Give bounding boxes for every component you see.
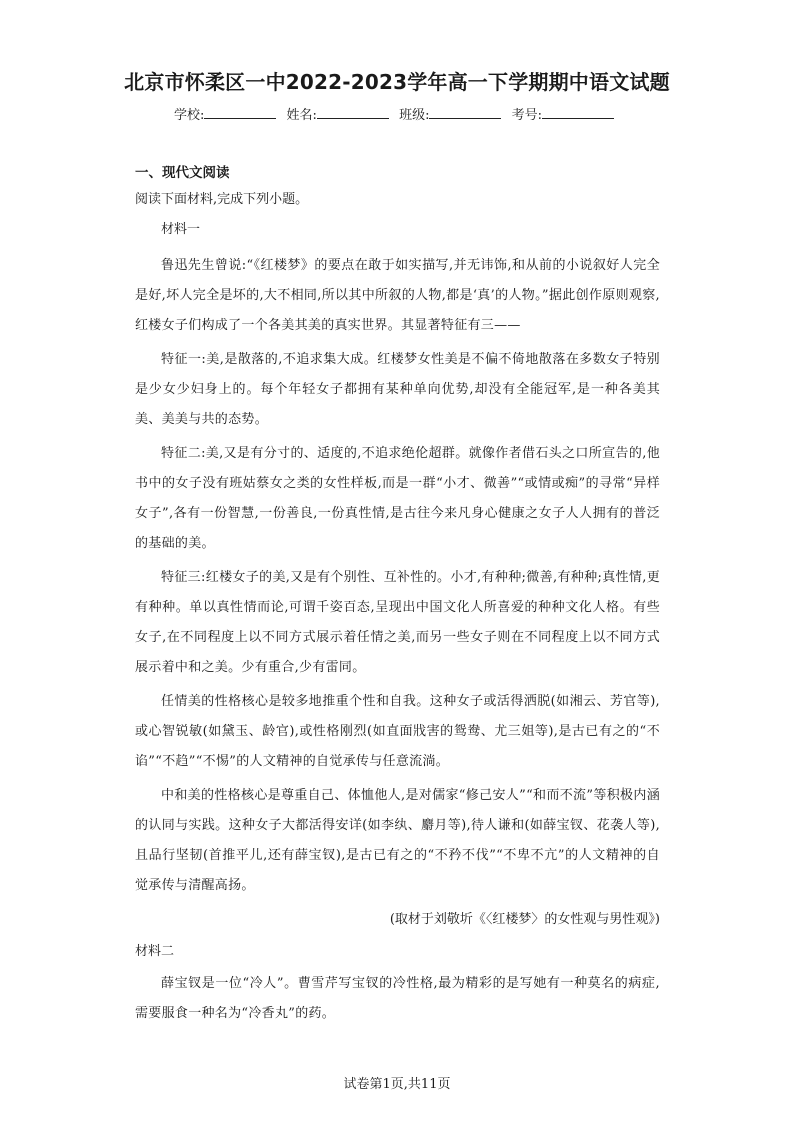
material-1-paragraph: 中和美的性格核心是尊重自己、体恤他人,是对儒家“修己安人”“和而不流”等积极内涵的认同与实践。这种女子大都活得安详(如李纨、麝月等),待人谦和(如薛宝钗、花袭人等),且品行坚韧(首推平儿,还有薛宝钗),是古已有之的“不矜不伐”“不卑不亢”的人文精神的自觉承传与清醒高扬。 [135, 788, 660, 893]
class-blank [429, 106, 501, 119]
material-1-paragraph: 任情美的性格核心是较多地推重个性和自我。这种女子或活得洒脱(如湘云、芳官等),或心智锐敏(如黛玉、龄官),或性格刚烈(如直面戕害的鸳鸯、尤三姐等),是古已有之的“不谄”“不趋”“不惕”的人文精神的自觉承传与任意流淌。 [135, 694, 660, 769]
material-1-paragraph: 特征二:美,又是有分寸的、适度的,不追求绝伦超群。就像作者借石头之口所宣告的,他书中的女子没有班姑蔡女之类的女性样板,而是一群“小才、微善”“或情或痴”的寻常“异样女子”,各有一份智慧,一份善良,一份真性情,是古往今来凡身心健康之女子人人拥有的普泛的基础的美。 [135, 446, 660, 551]
school-blank [204, 106, 276, 119]
material-1-paragraph: 特征一:美,是散落的,不追求集大成。红楼梦女性美是不偏不倚地散落在多数女子特别是少女少妇身上的。每个年轻女子都拥有某种单向优势,却没有全能冠军,是一种各美其美、美美与共的态势。 [135, 352, 660, 427]
material-1-paragraph: 特征三:红楼女子的美,又是有个别性、互补性的。小才,有种种;微善,有种种;真性情,更有种种。单以真性情而论,可谓千姿百态,呈现出中国文化人所喜爱的种种文化人格。有些女子,在不同程度上以不同方式展示着任情之美,而另一些女子则在不同程度上以不同方式展示着中和之美。少有重合,少有雷同。 [135, 570, 660, 675]
class-label: 班级: [399, 108, 430, 123]
material-1-paragraph: 鲁迅先生曾说:“《红楼梦》的要点在敢于如实描写,并无讳饰,和从前的小说叙好人完全是好,坏人完全是坏的,大不相同,所以其中所叙的人物,都是‘真’的人物。”据此创作原则观察,红楼女子们构成了一个各美其美的真实世界。其显著特征有三—— [135, 258, 660, 333]
material-2-label: 材料二 [135, 944, 175, 959]
number-blank [542, 106, 614, 119]
name-blank [317, 106, 389, 119]
exam-title: 北京市怀柔区一中2022-2023学年高一下学期期中语文试题 [124, 70, 670, 94]
school-label: 学校: [174, 108, 205, 123]
name-label: 姓名: [286, 108, 317, 123]
student-info-line [0, 104, 794, 123]
section-heading: 一、现代文阅读 [135, 165, 230, 181]
section-instruction: 阅读下面材料,完成下列小题。 [135, 192, 309, 207]
material-1-label: 材料一 [161, 222, 201, 237]
number-label: 考号: [511, 108, 542, 123]
material-1-source: (取材于刘敬圻《〈红楼梦〉的女性观与男性观》) [389, 912, 660, 927]
material-2-paragraph: 薛宝钗是一位“冷人”。曹雪芹写宝钗的冷性格,最为精彩的是写她有一种莫名的病症,需要服食一种名为“冷香丸”的药。 [135, 976, 660, 1021]
exam-content [135, 163, 660, 1033]
page-footer: 试卷第1页,共11页 [343, 1077, 451, 1092]
